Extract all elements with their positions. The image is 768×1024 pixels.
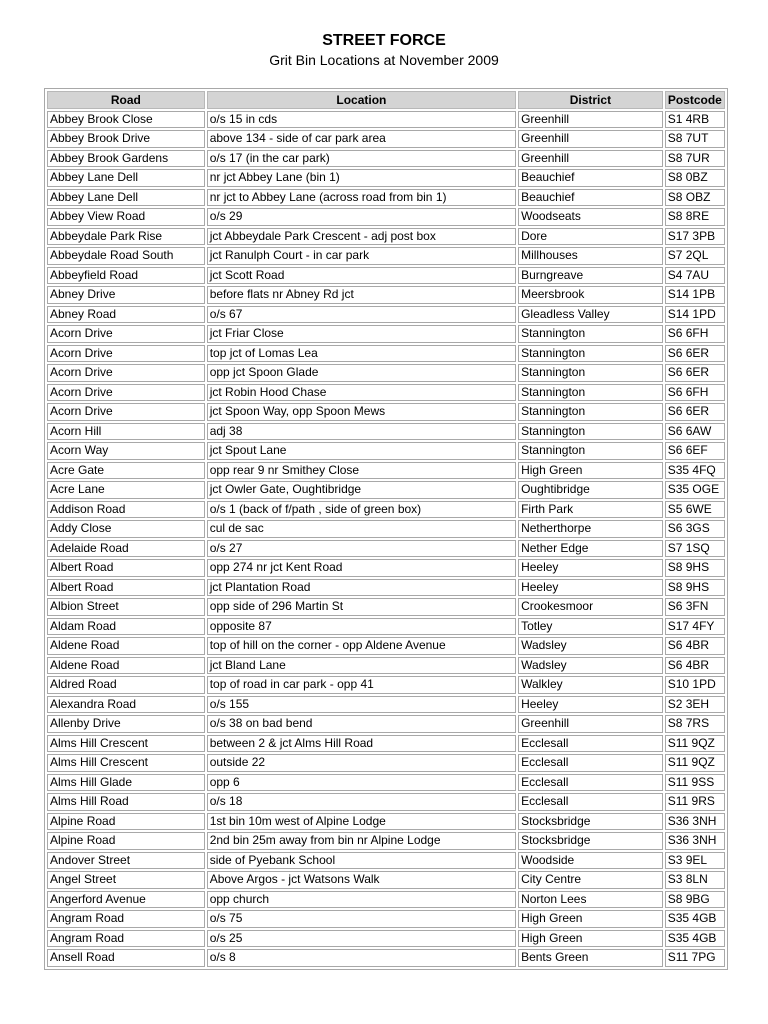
road-cell: Aldred Road xyxy=(47,676,205,694)
postcode-cell: S8 9BG xyxy=(665,891,725,909)
location-cell: jct Spoon Way, opp Spoon Mews xyxy=(207,403,516,421)
table-row xyxy=(47,910,725,928)
postcode-cell: S3 8LN xyxy=(665,871,725,889)
road-cell: Abney Drive xyxy=(47,286,205,304)
district-cell: Bents Green xyxy=(518,949,663,967)
table-row xyxy=(47,559,725,577)
postcode-cell: S8 OBZ xyxy=(665,189,725,207)
road-cell: Abbey Brook Gardens xyxy=(47,150,205,168)
road-cell: Alms Hill Crescent xyxy=(47,735,205,753)
district-cell: Nether Edge xyxy=(518,540,663,558)
district-cell: Norton Lees xyxy=(518,891,663,909)
location-cell: o/s 25 xyxy=(207,930,516,948)
table-row xyxy=(47,949,725,967)
location-cell: jct Robin Hood Chase xyxy=(207,384,516,402)
location-cell: nr jct to Abbey Lane (across road from bin 1) xyxy=(207,189,516,207)
column-header-district: District xyxy=(518,91,663,109)
postcode-cell: S36 3NH xyxy=(665,832,725,850)
postcode-cell: S6 6EF xyxy=(665,442,725,460)
location-cell: jct Friar Close xyxy=(207,325,516,343)
table-row xyxy=(47,637,725,655)
postcode-cell: S14 1PB xyxy=(665,286,725,304)
table-header-row xyxy=(47,91,725,109)
district-cell: Dore xyxy=(518,228,663,246)
postcode-cell: S4 7AU xyxy=(665,267,725,285)
road-cell: Acre Gate xyxy=(47,462,205,480)
road-cell: Acorn Drive xyxy=(47,384,205,402)
page-title: STREET FORCE xyxy=(322,32,446,49)
road-cell: Angram Road xyxy=(47,910,205,928)
district-cell: Burngreave xyxy=(518,267,663,285)
location-cell: top jct of Lomas Lea xyxy=(207,345,516,363)
column-header-postcode: Postcode xyxy=(665,91,725,109)
postcode-cell: S6 6AW xyxy=(665,423,725,441)
postcode-cell: S6 6ER xyxy=(665,364,725,382)
road-cell: Alms Hill Glade xyxy=(47,774,205,792)
postcode-cell: S10 1PD xyxy=(665,676,725,694)
table-row xyxy=(47,696,725,714)
road-cell: Abbeydale Road South xyxy=(47,247,205,265)
table-row xyxy=(47,891,725,909)
district-cell: Heeley xyxy=(518,696,663,714)
location-cell: nr jct Abbey Lane (bin 1) xyxy=(207,169,516,187)
district-cell: Wadsley xyxy=(518,657,663,675)
road-cell: Aldam Road xyxy=(47,618,205,636)
road-cell: Aldene Road xyxy=(47,657,205,675)
location-cell: between 2 & jct Alms Hill Road xyxy=(207,735,516,753)
location-cell: opp rear 9 nr Smithey Close xyxy=(207,462,516,480)
location-cell: before flats nr Abney Rd jct xyxy=(207,286,516,304)
postcode-cell: S6 3GS xyxy=(665,520,725,538)
road-cell: Abbey Brook Drive xyxy=(47,130,205,148)
road-cell: Adelaide Road xyxy=(47,540,205,558)
table-row xyxy=(47,676,725,694)
postcode-cell: S8 0BZ xyxy=(665,169,725,187)
district-cell: Greenhill xyxy=(518,130,663,148)
district-cell: Stannington xyxy=(518,442,663,460)
district-cell: Oughtibridge xyxy=(518,481,663,499)
district-cell: Stannington xyxy=(518,325,663,343)
table-row xyxy=(47,657,725,675)
road-cell: Acorn Drive xyxy=(47,403,205,421)
district-cell: Ecclesall xyxy=(518,793,663,811)
location-cell: o/s 15 in cds xyxy=(207,111,516,129)
road-cell: Angram Road xyxy=(47,930,205,948)
table-row xyxy=(47,150,725,168)
postcode-cell: S11 9QZ xyxy=(665,754,725,772)
table-row xyxy=(47,423,725,441)
road-cell: Addy Close xyxy=(47,520,205,538)
location-cell: o/s 155 xyxy=(207,696,516,714)
district-cell: Woodseats xyxy=(518,208,663,226)
road-cell: Abbey Brook Close xyxy=(47,111,205,129)
table-row xyxy=(47,111,725,129)
table-row xyxy=(47,715,725,733)
postcode-cell: S8 7RS xyxy=(665,715,725,733)
road-cell: Abbeydale Park Rise xyxy=(47,228,205,246)
location-cell: jct Spout Lane xyxy=(207,442,516,460)
district-cell: Stannington xyxy=(518,345,663,363)
postcode-cell: S8 9HS xyxy=(665,559,725,577)
postcode-cell: S35 4GB xyxy=(665,930,725,948)
table-row xyxy=(47,462,725,480)
postcode-cell: S1 4RB xyxy=(665,111,725,129)
table-row xyxy=(47,169,725,187)
district-cell: Ecclesall xyxy=(518,754,663,772)
postcode-cell: S11 7PG xyxy=(665,949,725,967)
page-subtitle: Grit Bin Locations at November 2009 xyxy=(269,52,499,68)
location-cell: opp 6 xyxy=(207,774,516,792)
table-row xyxy=(47,520,725,538)
district-cell: Gleadless Valley xyxy=(518,306,663,324)
road-cell: Angerford Avenue xyxy=(47,891,205,909)
postcode-cell: S17 3PB xyxy=(665,228,725,246)
table-row xyxy=(47,286,725,304)
district-cell: Wadsley xyxy=(518,637,663,655)
table-row xyxy=(47,852,725,870)
road-cell: Acorn Drive xyxy=(47,345,205,363)
table-row xyxy=(47,793,725,811)
table-row xyxy=(47,345,725,363)
location-cell: o/s 38 on bad bend xyxy=(207,715,516,733)
location-cell: 2nd bin 25m away from bin nr Alpine Lodge xyxy=(207,832,516,850)
postcode-cell: S6 6ER xyxy=(665,345,725,363)
location-cell: jct Bland Lane xyxy=(207,657,516,675)
table-row xyxy=(47,364,725,382)
postcode-cell: S8 8RE xyxy=(665,208,725,226)
location-cell: o/s 8 xyxy=(207,949,516,967)
district-cell: Heeley xyxy=(518,559,663,577)
road-cell: Acorn Way xyxy=(47,442,205,460)
road-cell: Alpine Road xyxy=(47,832,205,850)
district-cell: Crookesmoor xyxy=(518,598,663,616)
road-cell: Andover Street xyxy=(47,852,205,870)
district-cell: Heeley xyxy=(518,579,663,597)
table-row xyxy=(47,930,725,948)
district-cell: Ecclesall xyxy=(518,735,663,753)
district-cell: Walkley xyxy=(518,676,663,694)
location-cell: jct Owler Gate, Oughtibridge xyxy=(207,481,516,499)
location-cell: opp side of 296 Martin St xyxy=(207,598,516,616)
postcode-cell: S11 9SS xyxy=(665,774,725,792)
location-cell: jct Ranulph Court - in car park xyxy=(207,247,516,265)
road-cell: Abbey Lane Dell xyxy=(47,189,205,207)
location-cell: o/s 1 (back of f/path , side of green box) xyxy=(207,501,516,519)
table-row xyxy=(47,735,725,753)
postcode-cell: S7 1SQ xyxy=(665,540,725,558)
district-cell: High Green xyxy=(518,930,663,948)
road-cell: Angel Street xyxy=(47,871,205,889)
table-row xyxy=(47,832,725,850)
road-cell: Alms Hill Road xyxy=(47,793,205,811)
road-cell: Abbey Lane Dell xyxy=(47,169,205,187)
district-cell: Woodside xyxy=(518,852,663,870)
district-cell: High Green xyxy=(518,462,663,480)
district-cell: Netherthorpe xyxy=(518,520,663,538)
district-cell: Millhouses xyxy=(518,247,663,265)
location-cell: o/s 29 xyxy=(207,208,516,226)
postcode-cell: S6 6FH xyxy=(665,325,725,343)
district-cell: Stannington xyxy=(518,364,663,382)
road-cell: Addison Road xyxy=(47,501,205,519)
district-cell: Beauchief xyxy=(518,169,663,187)
location-cell: jct Abbeydale Park Crescent - adj post box xyxy=(207,228,516,246)
table-row xyxy=(47,325,725,343)
location-cell: opp 274 nr jct Kent Road xyxy=(207,559,516,577)
postcode-cell: S35 4FQ xyxy=(665,462,725,480)
postcode-cell: S3 9EL xyxy=(665,852,725,870)
postcode-cell: S6 6ER xyxy=(665,403,725,421)
table-row xyxy=(47,754,725,772)
road-cell: Alpine Road xyxy=(47,813,205,831)
postcode-cell: S6 4BR xyxy=(665,637,725,655)
district-cell: High Green xyxy=(518,910,663,928)
road-cell: Acorn Drive xyxy=(47,364,205,382)
postcode-cell: S11 9QZ xyxy=(665,735,725,753)
district-cell: Greenhill xyxy=(518,715,663,733)
postcode-cell: S17 4FY xyxy=(665,618,725,636)
table-row xyxy=(47,403,725,421)
district-cell: Beauchief xyxy=(518,189,663,207)
column-header-location: Location xyxy=(207,91,516,109)
table-row xyxy=(47,618,725,636)
table-row xyxy=(47,579,725,597)
road-cell: Alexandra Road xyxy=(47,696,205,714)
district-cell: Greenhill xyxy=(518,150,663,168)
location-cell: 1st bin 10m west of Alpine Lodge xyxy=(207,813,516,831)
table-row xyxy=(47,267,725,285)
road-cell: Ansell Road xyxy=(47,949,205,967)
postcode-cell: S7 2QL xyxy=(665,247,725,265)
column-header-road: Road xyxy=(47,91,205,109)
table-row xyxy=(47,540,725,558)
road-cell: Albert Road xyxy=(47,559,205,577)
table-row xyxy=(47,501,725,519)
table-row xyxy=(47,871,725,889)
location-cell: top of hill on the corner - opp Aldene Avenue xyxy=(207,637,516,655)
location-cell: jct Plantation Road xyxy=(207,579,516,597)
district-cell: Greenhill xyxy=(518,111,663,129)
road-cell: Aldene Road xyxy=(47,637,205,655)
location-cell: Above Argos - jct Watsons Walk xyxy=(207,871,516,889)
road-cell: Acorn Drive xyxy=(47,325,205,343)
postcode-cell: S6 6FH xyxy=(665,384,725,402)
table-row xyxy=(47,813,725,831)
road-cell: Acre Lane xyxy=(47,481,205,499)
location-cell: adj 38 xyxy=(207,423,516,441)
table-row xyxy=(47,247,725,265)
road-cell: Abbey View Road xyxy=(47,208,205,226)
location-cell: o/s 75 xyxy=(207,910,516,928)
table-row xyxy=(47,189,725,207)
road-cell: Allenby Drive xyxy=(47,715,205,733)
location-cell: opposite 87 xyxy=(207,618,516,636)
table-row xyxy=(47,598,725,616)
location-cell: above 134 - side of car park area xyxy=(207,130,516,148)
table-row xyxy=(47,228,725,246)
road-cell: Albert Road xyxy=(47,579,205,597)
road-cell: Abbeyfield Road xyxy=(47,267,205,285)
postcode-cell: S35 OGE xyxy=(665,481,725,499)
table-row xyxy=(47,481,725,499)
location-cell: outside 22 xyxy=(207,754,516,772)
postcode-cell: S6 3FN xyxy=(665,598,725,616)
table-row xyxy=(47,774,725,792)
postcode-cell: S36 3NH xyxy=(665,813,725,831)
district-cell: Stocksbridge xyxy=(518,813,663,831)
postcode-cell: S8 7UT xyxy=(665,130,725,148)
location-cell: cul de sac xyxy=(207,520,516,538)
postcode-cell: S5 6WE xyxy=(665,501,725,519)
location-cell: side of Pyebank School xyxy=(207,852,516,870)
location-cell: o/s 67 xyxy=(207,306,516,324)
road-cell: Abney Road xyxy=(47,306,205,324)
postcode-cell: S6 4BR xyxy=(665,657,725,675)
table-row xyxy=(47,442,725,460)
location-cell: o/s 17 (in the car park) xyxy=(207,150,516,168)
location-cell: o/s 27 xyxy=(207,540,516,558)
location-cell: top of road in car park - opp 41 xyxy=(207,676,516,694)
district-cell: Firth Park xyxy=(518,501,663,519)
road-cell: Alms Hill Crescent xyxy=(47,754,205,772)
table-row xyxy=(47,306,725,324)
district-cell: Totley xyxy=(518,618,663,636)
postcode-cell: S8 7UR xyxy=(665,150,725,168)
location-cell: opp church xyxy=(207,891,516,909)
table-row xyxy=(47,384,725,402)
district-cell: Meersbrook xyxy=(518,286,663,304)
road-cell: Acorn Hill xyxy=(47,423,205,441)
district-cell: Stannington xyxy=(518,403,663,421)
grit-bin-table xyxy=(44,88,728,970)
table-row xyxy=(47,208,725,226)
postcode-cell: S8 9HS xyxy=(665,579,725,597)
district-cell: Stannington xyxy=(518,423,663,441)
table-row xyxy=(47,130,725,148)
postcode-cell: S2 3EH xyxy=(665,696,725,714)
district-cell: Ecclesall xyxy=(518,774,663,792)
district-cell: Stocksbridge xyxy=(518,832,663,850)
postcode-cell: S14 1PD xyxy=(665,306,725,324)
location-cell: o/s 18 xyxy=(207,793,516,811)
location-cell: opp jct Spoon Glade xyxy=(207,364,516,382)
postcode-cell: S11 9RS xyxy=(665,793,725,811)
district-cell: Stannington xyxy=(518,384,663,402)
road-cell: Albion Street xyxy=(47,598,205,616)
postcode-cell: S35 4GB xyxy=(665,910,725,928)
location-cell: jct Scott Road xyxy=(207,267,516,285)
district-cell: City Centre xyxy=(518,871,663,889)
